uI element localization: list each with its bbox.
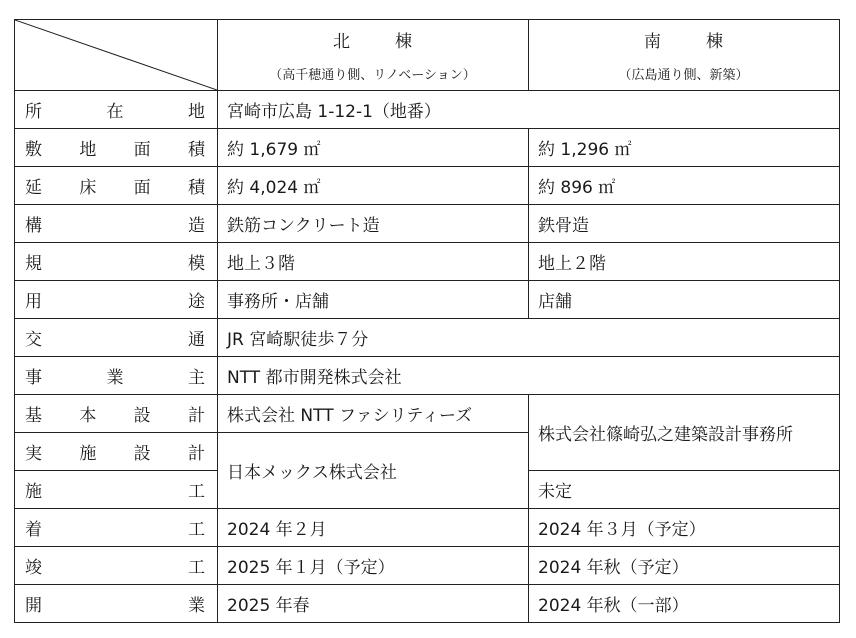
label-start: 着 工 [15, 508, 218, 547]
scale-south: 地上２階 [528, 242, 839, 281]
north-builder: 日本メックス株式会社 [217, 432, 529, 509]
label-use: 用 途 [15, 280, 218, 319]
diagonal-line [15, 20, 217, 90]
north-subtitle: （高千穂通り側、リノベーション） [269, 68, 476, 83]
use-north: 事務所・店舗 [217, 280, 529, 319]
project-overview-table [14, 19, 840, 623]
label-scale: 規 模 [15, 242, 218, 281]
completion-south: 2024 年秋（予定） [528, 546, 839, 585]
construction-south: 未定 [528, 470, 839, 509]
label-construction: 施 工 [15, 470, 218, 509]
label-structure: 構 造 [15, 204, 218, 243]
start-south: 2024 年３月（予定） [528, 508, 839, 547]
label-completion: 竣 工 [15, 546, 218, 585]
structure-south: 鉄骨造 [528, 204, 839, 243]
label-location: 所 在 地 [15, 90, 218, 129]
basic-design-north: 株式会社 NTT ファシリティーズ [217, 394, 529, 433]
floor-area-north: 約 4,024 ㎡ [217, 166, 529, 205]
label-site-area: 敷 地 面 積 [15, 128, 218, 167]
south-title: 南 棟 [644, 32, 737, 52]
label-opening: 開 業 [15, 584, 218, 622]
access-value: JR 宮崎駅徒歩７分 [217, 318, 839, 357]
site-area-south: 約 1,296 ㎡ [528, 128, 839, 167]
start-north: 2024 年２月 [217, 508, 529, 547]
use-south: 店舗 [528, 280, 839, 319]
opening-north: 2025 年春 [217, 584, 529, 622]
header-corner [15, 20, 218, 91]
label-access: 交 通 [15, 318, 218, 357]
label-developer: 事 業 主 [15, 356, 218, 395]
structure-north: 鉄筋コンクリート造 [217, 204, 529, 243]
location-value: 宮崎市広島 1-12-1（地番） [217, 90, 839, 129]
south-subtitle: （広島通り側、新築） [618, 68, 749, 83]
label-basic-design: 基 本 設 計 [15, 394, 218, 433]
label-floor-area: 延 床 面 積 [15, 166, 218, 205]
north-title: 北 棟 [333, 32, 426, 52]
floor-area-south: 約 896 ㎡ [528, 166, 839, 205]
header-south [528, 20, 839, 91]
scale-north: 地上３階 [217, 242, 529, 281]
label-detail-design: 実 施 設 計 [15, 432, 218, 471]
header-north [217, 20, 529, 91]
opening-south: 2024 年秋（一部） [538, 595, 689, 616]
developer-value: NTT 都市開発株式会社 [217, 356, 839, 395]
site-area-north: 約 1,679 ㎡ [217, 128, 529, 167]
design-south: 株式会社篠崎弘之建築設計事務所 [528, 394, 839, 471]
completion-north: 2025 年１月（予定） [217, 546, 529, 585]
